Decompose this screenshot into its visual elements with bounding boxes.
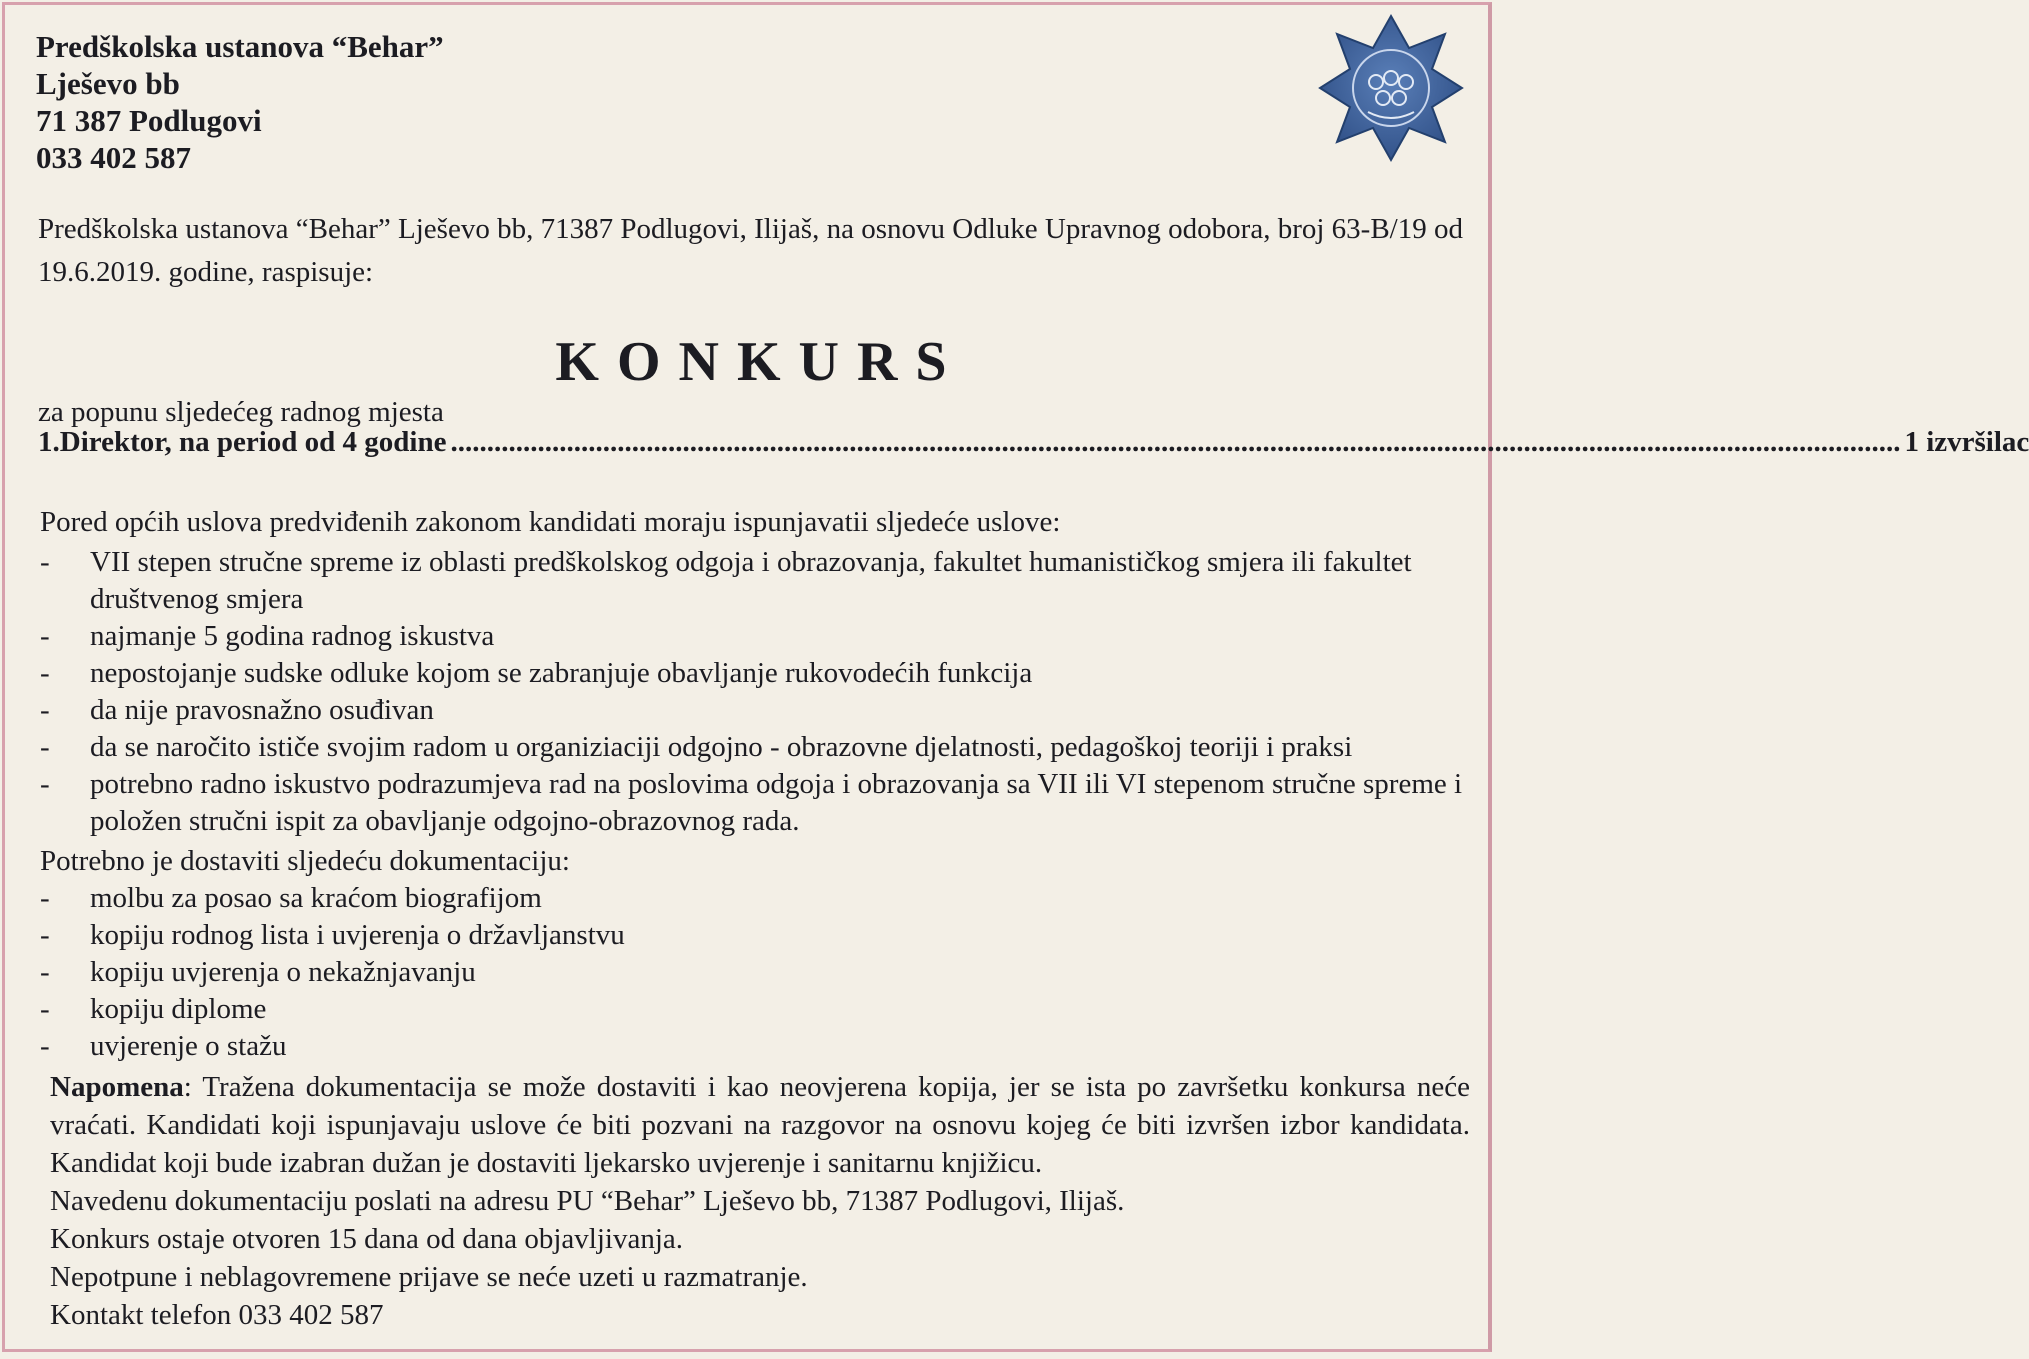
- position-count: 1 izvršilac: [1904, 426, 2029, 458]
- institution-name: Predškolska ustanova “Behar”: [36, 29, 444, 64]
- incomplete-line: Nepotpune i neblagovremene prijave se neće uzeti u razmatranje.: [50, 1261, 808, 1293]
- address-line: Navedenu dokumentaciju poslati na adresu PU “Behar” Lješevo bb, 71387 Podlugovi, Ilijaš.: [50, 1185, 1125, 1217]
- conditions-heading: Pored općih uslova predviđenih zakonom kandidati moraju ispunjavatii sljedeće uslove:: [40, 506, 1061, 538]
- list-item: - potrebno radno iskustvo podrazumjeva rad na poslovima odgoja i obrazovanja sa VII ili VI stepenom stručne spreme i položen stručni ispit za obavljanje odgojno-obrazovnog rada.: [40, 768, 1463, 837]
- documents-list: [40, 880, 1465, 1065]
- star-emblem-icon: [1316, 12, 1466, 164]
- intro-paragraph: Predškolska ustanova “Behar” Lješevo bb, 71387 Podlugovi, Ilijaš, na osnovu Odluke Upravnog odobora, broj 63-B/19 od 19.6.2019. godine, raspisuje:: [38, 213, 1463, 288]
- position-row: [38, 426, 2029, 459]
- note-paragraph: [50, 1068, 1470, 1182]
- note-label: Napomena: [50, 1071, 184, 1103]
- position-number: 1.: [38, 426, 60, 458]
- page-title: KONKURS: [555, 331, 965, 393]
- list-item: - najmanje 5 godina radnog iskustva: [40, 620, 495, 652]
- subtitle: za popunu sljedećeg radnog mjesta: [38, 396, 444, 428]
- leader-dots: ........................................................................................................................................................................................................: [450, 426, 1901, 458]
- list-item: - da nije pravosnažno osuđivan: [40, 694, 434, 726]
- note-text: : Tražena dokumentacija se može dostaviti i kao neovjerena kopija, jer se ista po završetku konkursa neće vraćati. Kandidati koji ispunjavaju uslove će biti pozvani na razgovor na osnovu kojeg će biti izvršen izbor kandidata. Kandidat koji bude izabran dužan je dostaviti ljekarsko uvjerenje i sanitarnu knjižicu.: [50, 1071, 1470, 1179]
- open-line: Konkurs ostaje otvoren 15 dana od dana objavljivanja.: [50, 1223, 684, 1255]
- list-item: - molbu za posao sa kraćom biografijom: [40, 882, 542, 914]
- list-item: - uvjerenje o stažu: [40, 1030, 287, 1062]
- position-label: Direktor, na period od 4 godine: [59, 426, 447, 458]
- institution-phone: 033 402 587: [36, 140, 191, 175]
- list-item: - nepostojanje sudske odluke kojom se zabranjuje obavljanje rukovodećih funkcija: [40, 657, 1033, 689]
- institution-city: 71 387 Podlugovi: [36, 103, 262, 138]
- list-item: - VII stepen stručne spreme iz oblasti predškolskog odgoja i obrazovanja, fakultet humanističkog smjera ili fakultet društvenog smjera: [40, 546, 1412, 615]
- list-item: - kopiju rodnog lista i uvjerenja o državljanstvu: [40, 919, 625, 951]
- list-item: - da se naročito ističe svojim radom u organiziaciji odgojno - obrazovne djelatnosti, pedagoškoj teoriji i praksi: [40, 731, 1353, 763]
- list-item: - kopiju uvjerenja o nekažnjavanju: [40, 956, 476, 988]
- documents-heading: Potrebno je dostaviti sljedeću dokumentaciju:: [40, 845, 570, 877]
- institution-street: Lješevo bb: [36, 66, 180, 101]
- contact-line: Kontakt telefon 033 402 587: [50, 1299, 384, 1331]
- list-item: - kopiju diplome: [40, 993, 267, 1025]
- conditions-list: [40, 544, 1465, 840]
- institution-header: [36, 28, 444, 176]
